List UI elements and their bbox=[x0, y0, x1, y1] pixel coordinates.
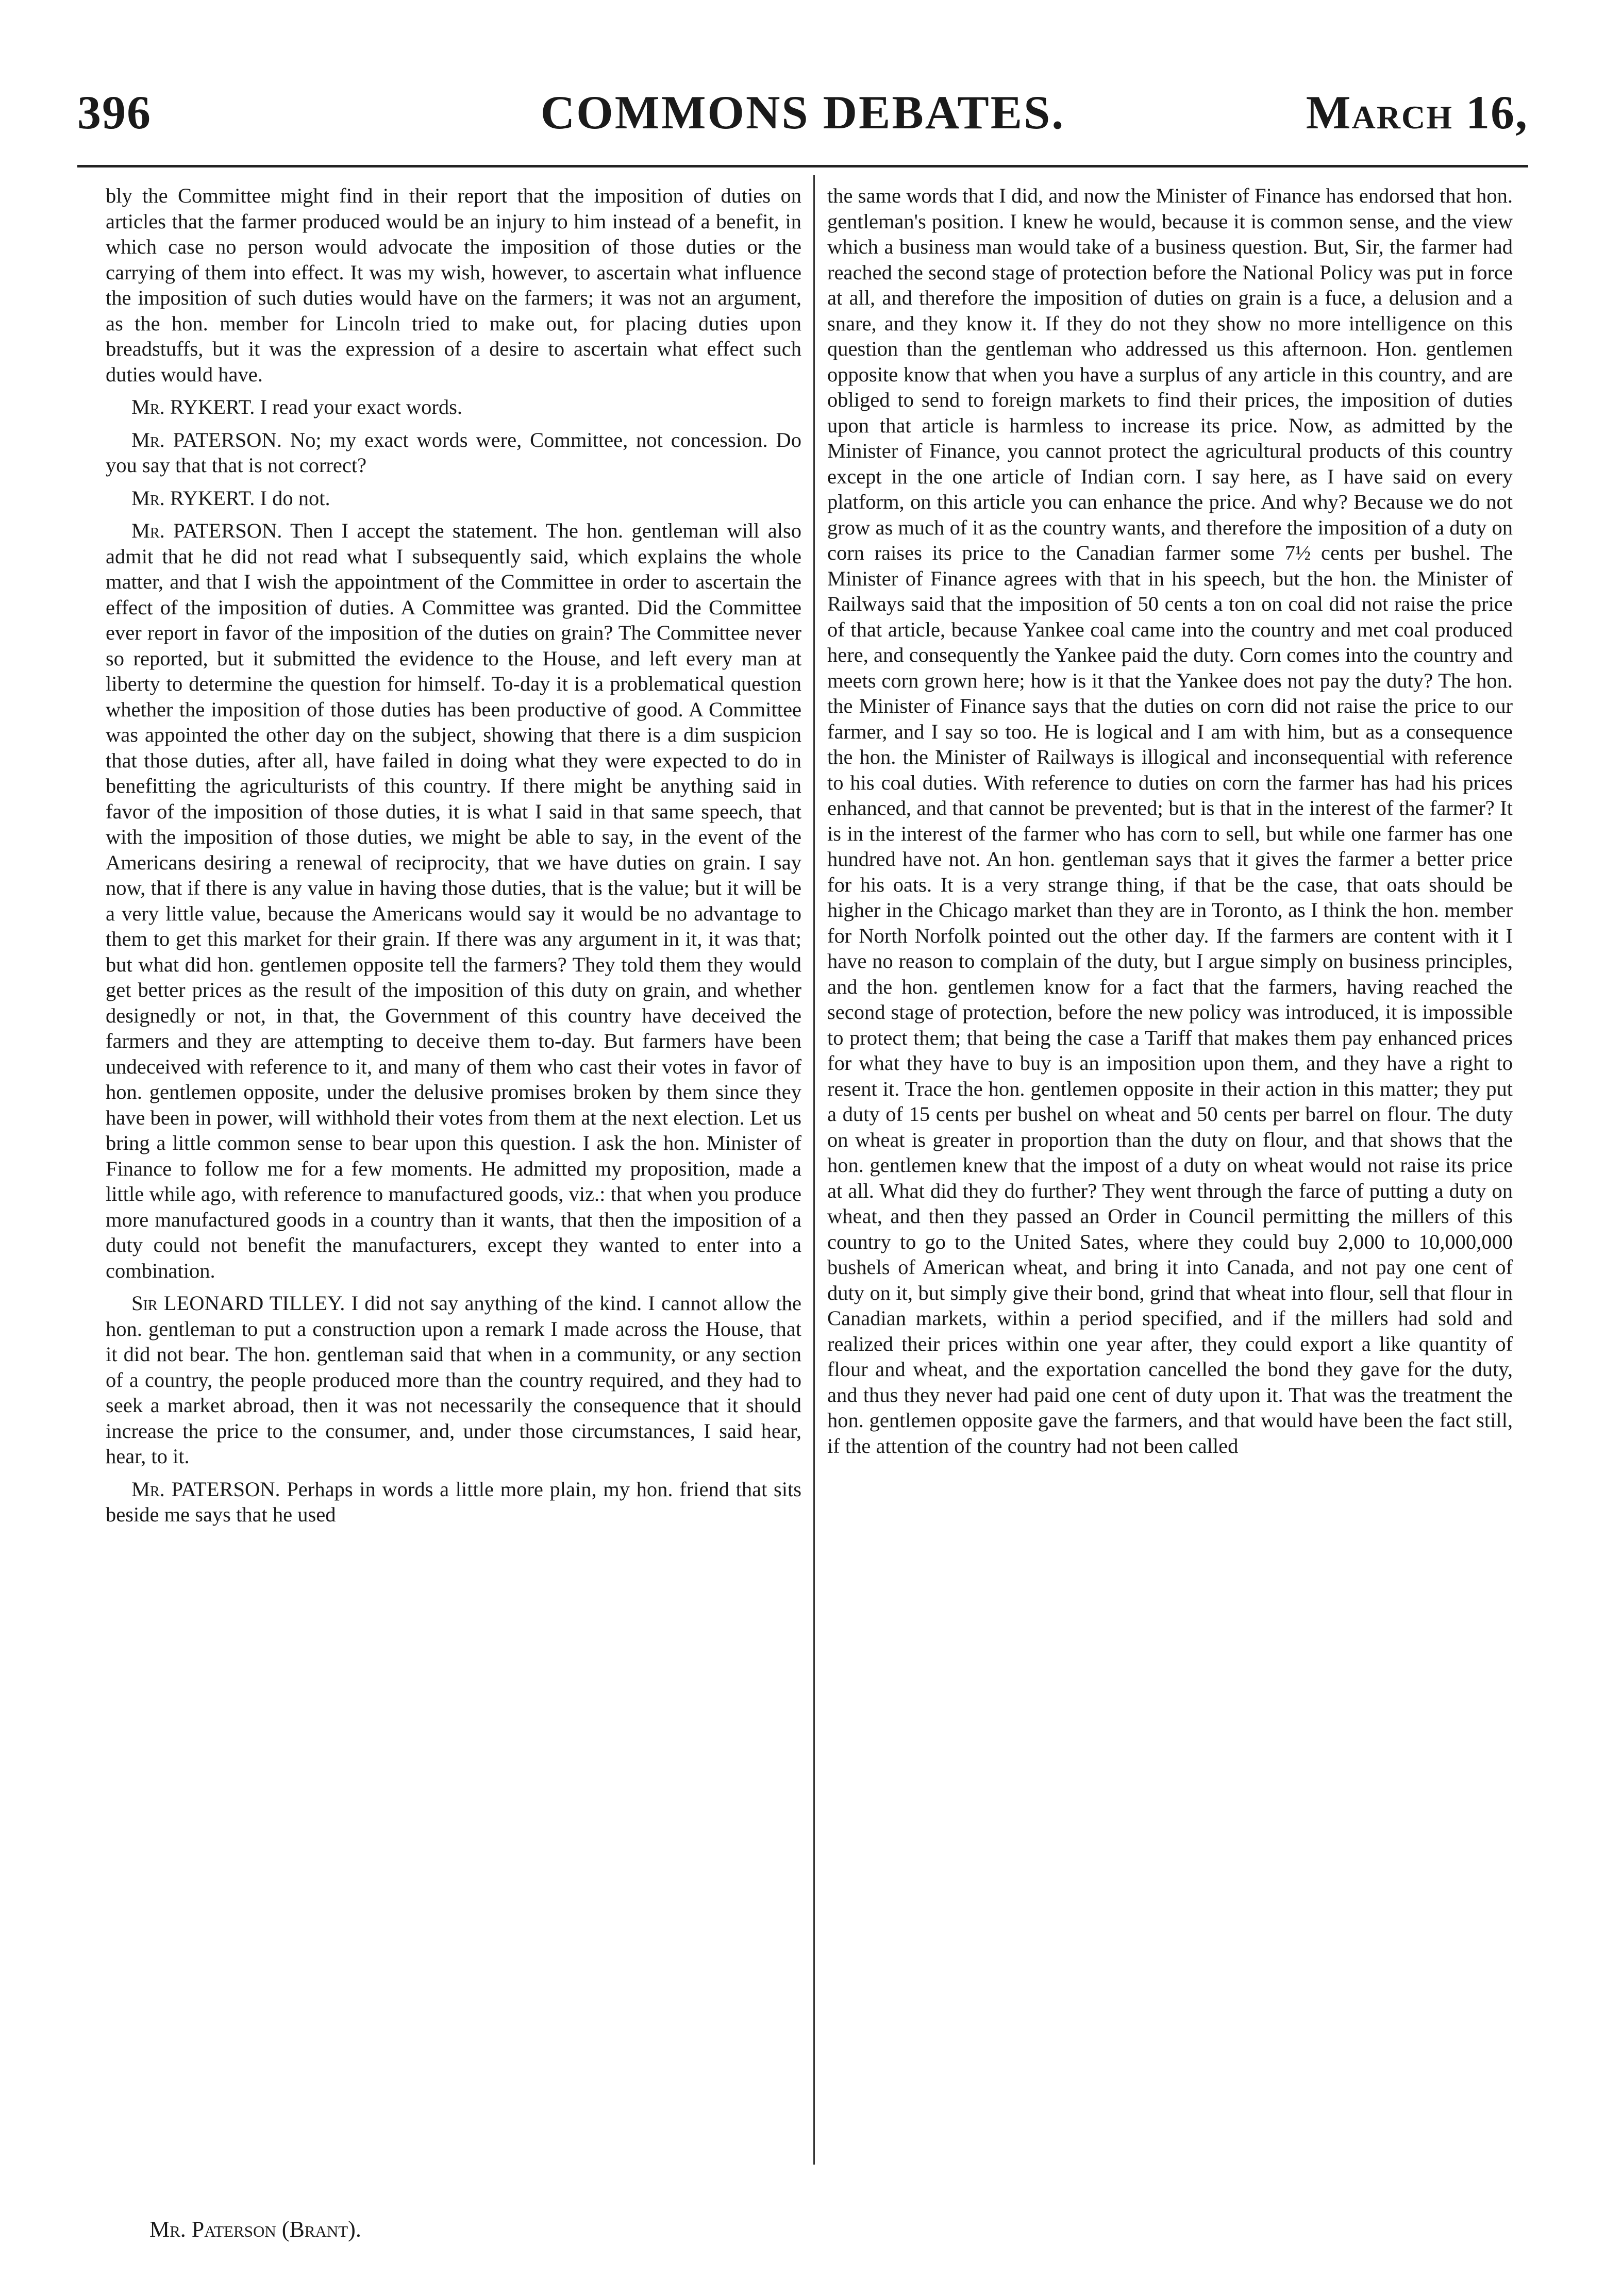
paragraph-text: Perhaps in words a little more plain, my hon. friend that sits beside me says that he used bbox=[106, 1477, 802, 1526]
speaker-name: Sir LEONARD TILLEY. bbox=[131, 1292, 345, 1315]
right-column bbox=[827, 183, 1513, 1466]
paragraph-text: Then I accept the statement. The hon. gentleman will also admit that he did not read what I subsequently said, which explains the whole matter, and that I wish the appointment of the Committee in order to ascertain the effect of the imposition of duties. A Committee was granted. Did the Committee ever report in favor of the imposition of the duties on grain? The Committee never so reported, but it submitted the evidence to the House, and left every man at liberty to determine the question for himself. To-day it is a problematical question whether the imposition of those duties has been productive of good. A Committee was appointed the other day on the subject, showing that there is a dim suspicion that those duties, after all, have failed in doing what they were expected to do in benefitting the agriculturists of this country. If there might be anything said in favor of the imposition of those duties, it is what I said in that same speech, that with the imposition of those duties, we might be able to say, in the event of the Americans desiring a renewal of reciprocity, that we have duties on grain. I say now, that if there is any value in having those duties, that is the value; but it will be a very little value, because the Americans would say it would be no advantage to them to get this market for their grain. If there was any argument in it, it was that; but what did hon. gentlemen opposite tell the farmers? They told them they would get better prices as the result of the imposition of this duty on grain, and whether designedly or not, in that, the Government of this country have deceived the farmers and they are attempting to deceive them to-day. But farmers have been undeceived with reference to it, and many of them who cast their votes in favor of hon. gentlemen opposite, under the delusive promises broken by them since they have been in power, will withhold their votes from them at the next election. Let us bring a little common sense to bear upon this question. I ask the hon. Minister of Finance to follow me for a few moments. He admitted my proposition, made a little while ago, with reference to manufactured goods, viz.: that when you produce more manufactured goods in a country than it wants, that then the imposition of a duty could not benefit the manufacturers, except they wanted to enter into a combination. bbox=[106, 519, 801, 1282]
paragraph-text: I do not. bbox=[260, 486, 330, 510]
speaker-name: Mr. PATERSON. bbox=[131, 519, 282, 542]
paragraph bbox=[106, 394, 801, 420]
paragraph bbox=[106, 485, 801, 511]
page-header bbox=[77, 85, 1528, 157]
paragraph-text: I read your exact words. bbox=[260, 395, 462, 418]
speaker-name: Mr. PATERSON. bbox=[131, 1477, 280, 1501]
running-title: COMMONS DEBATES. bbox=[540, 86, 1065, 139]
header-date: March 16, bbox=[1306, 86, 1528, 139]
paragraph bbox=[827, 183, 1513, 1459]
column-divider bbox=[813, 175, 815, 2165]
paragraph bbox=[106, 1291, 801, 1469]
paragraph-text: bly the Committee might find in their report that the imposition of duties on articles that the farmer produced would be an injury to him instead of a benefit, in which case no person would advocate the imposition of those duties or the carrying of them into effect. It was my wish, however, to ascertain what influence the imposition of such duties would have on the farmers; it was not an argument, as the hon. member for Lincoln tried to make out, for placing duties upon breadstuffs, but it was the expression of a desire to ascertain what effect such duties would have. bbox=[106, 184, 801, 386]
paragraph-text: No; my exact words were, Committee, not concession. Do you say that that is not correct? bbox=[106, 428, 801, 477]
paragraph bbox=[106, 518, 801, 1283]
left-column bbox=[106, 183, 801, 1535]
page-number: 396 bbox=[77, 86, 152, 139]
paragraph-text: the same words that I did, and now the Minister of Finance has endorsed that hon. gentleman's position. I knew he would, because it is common sense, and the view which a business man would take of a business question. But, Sir, the farmer had reached the second stage of protection before the National Policy was put in force at all, and therefore the imposition of duties on grain is a fuce, a delusion and a snare, and they know it. If they do not they show no more intelligence on this question than the gentleman who addressed us this afternoon. Hon. gentlemen opposite know that when you have a surplus of any article in this country, and are obliged to send to foreign markets to find their prices, the imposition of duties upon that article is harmless to increase its price. Now, as admitted by the Minister of Finance, you cannot protect the agricultural products of this country except in the one article of Indian corn. I say here, as I have said on every platform, on this article you can enhance the price. And why? Because we do not grow as much of it as the country wants, and therefore the imposition of a duty on corn raises its price to the Canadian farmer some 7½ cents per bushel. The Minister of Finance agrees with that in his speech, but the hon. the Minister of Railways said that the imposition of 50 cents a ton on coal did not raise the price of that article, because Yankee coal came into the country and met coal produced here, and consequently the Yankee paid the duty. Corn comes into the country and meets corn grown here; how is it that the Yankee does not pay the duty? The hon. the Minister of Finance says that the duties on corn did not raise the price to our farmer, and I say so too. He is logical and I am with him, but as a consequence the hon. the Minister of Railways is illogical and inconsequential with reference to his coal duties. With reference to duties on corn the farmer has had his prices enhanced, and that cannot be prevented; but is that in the interest of the farmer? It is in the interest of the farmer who has corn to sell, but while one farmer has one hundred have not. An hon. gentleman says that it gives the farmer a better price for his oats. It is a very strange thing, if that be the case, that oats should be higher in the Chicago market than they are in Toronto, as I think the hon. member for North Norfolk pointed out the other day. If the farmers are content with it I have no reason to complain of the duty, but I argue simply on business principles, and the hon. gentlemen know for a fact that the farmers, having reached the second stage of protection, before the new policy was introduced, it is impossible to protect them; that being the case a Tariff that makes them pay enhanced prices for what they have to buy is an imposition upon them, and they have a right to resent it. Trace the hon. gentlemen opposite in their action in this matter; they put a duty of 15 cents per bushel on wheat and 50 cents per barrel on flour. The duty on wheat is greater in proportion than the duty on flour, and that shows that the hon. gentlemen knew that the impost of a duty on wheat would not raise its price at all. What did they do further? They went through the farce of putting a duty on wheat, and then they passed an Order in Council permitting the millers of this country to go to the United Sates, where they could buy 2,000 to 10,000,000 bushels of American wheat, and bring it into Canada, and not pay one cent of duty on it, but simply give their bond, grind that wheat into flour, sell that flour in Canadian markets, within a period specified, and if the millers had sold and realized their prices within one year after, they could export a like quantity of flour and wheat, and the exportation cancelled the bond they gave for the duty, and thus they never had paid one cent of duty upon it. That was the treatment the hon. gentlemen opposite gave the farmers, and that would have been the fact still, if the attention of the country had not been called bbox=[827, 184, 1513, 1457]
speaker-name: Mr. RYKERT. bbox=[131, 486, 255, 510]
header-rule bbox=[77, 165, 1528, 167]
paragraph bbox=[106, 1477, 801, 1528]
paragraph bbox=[106, 427, 801, 478]
footer-note-text: Mr. Paterson (Brant). bbox=[149, 2217, 361, 2242]
paragraph bbox=[106, 183, 801, 387]
speaker-name: Mr. PATERSON. bbox=[131, 428, 282, 451]
paragraph-text: I did not say anything of the kind. I cannot allow the hon. gentleman to put a construction upon a remark I made across the House, that it did not bear. The hon. gentleman said that when in a community, or any section of a country, the people produced more than the country required, and they had to seek a market abroad, then it was not necessarily the consequence that it should increase the price to the consumer, and, under those circumstances, I said hear, hear, to it. bbox=[106, 1292, 802, 1468]
footer-note bbox=[149, 2216, 361, 2242]
speaker-name: Mr. RYKERT. bbox=[131, 395, 255, 418]
